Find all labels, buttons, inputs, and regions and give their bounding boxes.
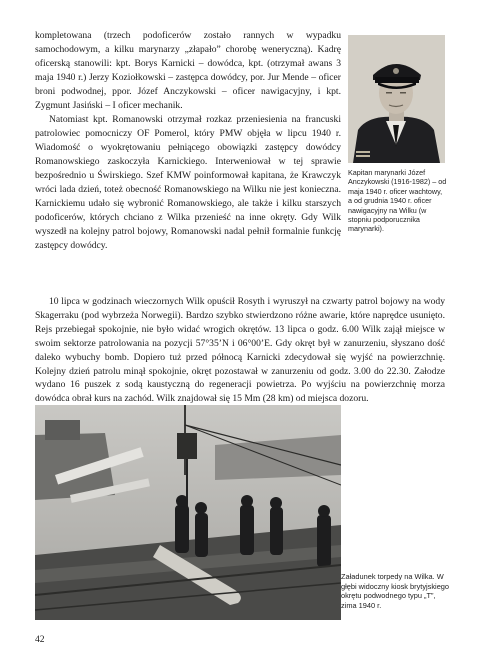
- torpedo-loading-photo: [35, 405, 341, 620]
- paragraph-3: 10 lipca w godzinach wieczornych Wilk opuścił Rosyth i wyruszył na czwarty patrol bojowy na wody Skagerraku (pod wybrzeża Norwegii). Bardzo szybko stwierdzono różne awarie, które naprędce usunięto. Rejs przebiegał spokojnie, nie było widać wrogich okrętów. 13 lipca o godz. 6.00 Wilk zajął miejsce w swoim sektorze patrolowania na pozycji 57°35’N i 06°00’E. Gdy okręt był w zanurzeniu, słyszano dość daleko wybuchy bomb. Dopiero tuż przed północą Karnicki zdecydował się wyjść na powierzchnię. Kolejny dzień patrolu minął spokojnie, okręt pozostawał w zanurzeniu od godz. 3.00 do 22.30. Załodze wydano 16 puszek z sodą kaustyczną do regeneracji powietrza. Po wyjściu na powierzchnię morza dowódca obrał kurs na zachód. Wilk znajdował się 15 Mm (28 km) od miejsca dozoru.: [35, 296, 445, 405]
- portrait-caption: Kapitan marynarki Józef Anczykowski (1916-1982) – od maja 1940 r. oficer wachtowy, a od grudnia 1940 r. oficer nawigacyjny na Wilku (w stopniu podporucznika marynarki).: [348, 168, 447, 234]
- portrait-illustration: [348, 35, 445, 163]
- paragraph-2: Natomiast kpt. Romanowski otrzymał rozkaz przeniesienia na francuski patrolowiec pomocniczy OF Pomerol, który PMW objęła w lipcu 1940 r. Wiadomość o wyokrętowaniu pełniącego obowiązki zastępcy dowódcy Romanowskiego zaskoczyła Karnickiego. Interweniował w tej sprawie bezpośrednio u Świrskiego. Szef KMW poinformował kapitana, że Krawczyk wróci lada dzień, toteż obecność Romanowskiego na Wilku nie jest konieczna. Karnickiemu udało się wybronić Romanowskiego, ale także i kilku starszych podoficerów, których chciano z Wilka przenieść na inne okręty. Gdy Wilk wyszedł na kolejny patrol bojowy, Romanowski nadal pełnił formalnie funkcję zastępcy dowódcy.: [35, 114, 341, 251]
- portrait-photo: [348, 35, 445, 163]
- page-number: 42: [35, 634, 45, 645]
- paragraph-1: kompletowana (trzech podoficerów zostało rannych w wypadku samochodowym, a kilku marynarzy „złapało” chorobę weneryczną). Kadrę oficerską stanowili: kpt. Borys Karnicki – dowódca, kpt. (otrzymał awans 3 maja 1940 r.) Jerzy Koziołkowski – zastępca dowódcy, por. Jur Mende – oficer broni podwodnej, ppor. Józef Anczykowski – oficer nawigacyjny, i kpt. Zygmunt Jasiński – I oficer mechanik.: [35, 30, 341, 111]
- body-text-top: [35, 29, 341, 253]
- torpedo-loading-illustration: [35, 405, 341, 620]
- photo-caption: Załadunek torpedy na Wilka. W głębi widoczny kiosk brytyjskiego okrętu podwodnego typu „T”, zima 1940 r.: [341, 572, 450, 610]
- body-text-full-width: [35, 295, 445, 406]
